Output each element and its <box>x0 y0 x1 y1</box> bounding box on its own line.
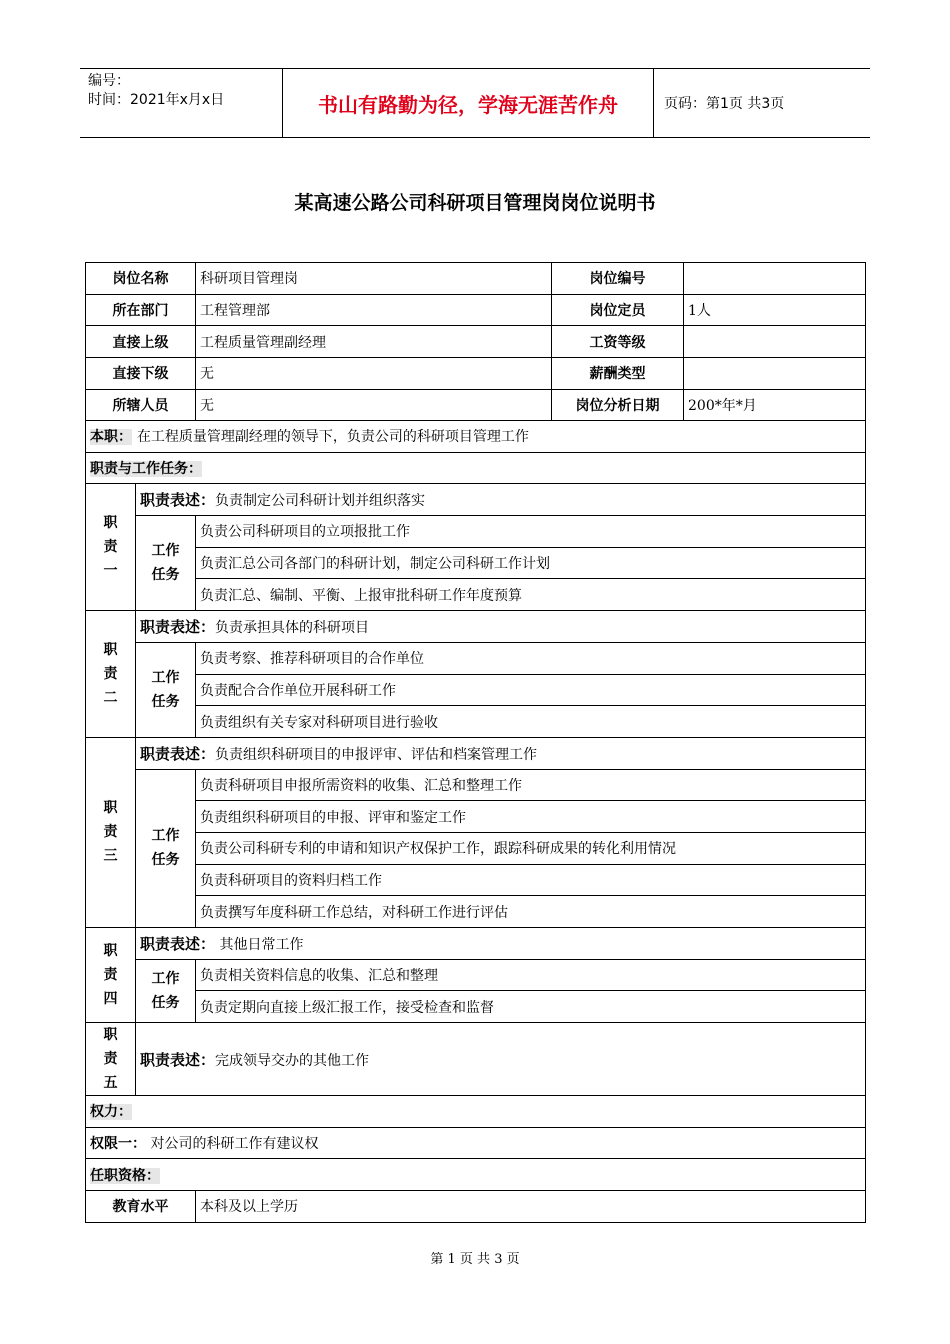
statement-label: 职责表述： <box>140 1050 216 1069</box>
task-row <box>86 769 866 801</box>
qualification-heading-row <box>86 1159 866 1191</box>
task-item: 负责汇总、编制、平衡、上报审批科研工作年度预算 <box>196 579 866 611</box>
task-item: 负责汇总公司各部门的科研计划，制定公司科研工作计划 <box>196 547 866 579</box>
statement-label: 职责表述： <box>140 491 216 510</box>
basic-info-table <box>85 262 866 421</box>
field-label: 直接下级 <box>86 358 196 390</box>
task-label: 工作 任务 <box>136 516 196 611</box>
task-item: 负责公司科研项目的立项报批工作 <box>196 516 866 548</box>
duty-statement-row <box>86 484 866 516</box>
field-label: 岗位分析日期 <box>552 389 684 421</box>
statement-text: 负责制定公司科研计划并组织落实 <box>215 493 426 510</box>
duty-statement <box>136 737 866 769</box>
education-label: 教育水平 <box>86 1191 196 1223</box>
authority-text: 对公司的科研工作有建议权 <box>146 1136 319 1153</box>
duty-statement <box>136 611 866 643</box>
duty-statement-row <box>86 1023 866 1096</box>
field-label: 直接上级 <box>86 326 196 358</box>
summary-row <box>86 421 866 453</box>
duties-table <box>85 420 866 1223</box>
task-item: 负责科研项目的资料归档工作 <box>196 864 866 896</box>
duty-name: 职 责 二 <box>86 611 136 738</box>
task-item: 负责科研项目申报所需资料的收集、汇总和整理工作 <box>196 769 866 801</box>
field-label: 所辖人员 <box>86 389 196 421</box>
task-row <box>86 801 866 833</box>
duty-statement-row <box>86 611 866 643</box>
statement-text: 负责组织科研项目的申报评审、评估和档案管理工作 <box>215 746 538 763</box>
field-label: 所在部门 <box>86 294 196 326</box>
statement-text: 其他日常工作 <box>215 936 304 953</box>
summary-label: 本职： <box>90 429 132 446</box>
duty-statement <box>136 1023 866 1096</box>
field-label: 岗位定员 <box>552 294 684 326</box>
number-label: 编号： <box>88 73 130 89</box>
field-value <box>684 358 866 390</box>
field-label: 岗位编号 <box>552 263 684 295</box>
task-label: 工作 任务 <box>136 642 196 737</box>
duty-name: 职 责 四 <box>86 928 136 1023</box>
page-header <box>80 68 870 138</box>
page-footer: 第 1 页 共 3 页 <box>430 1252 520 1267</box>
statement-label: 职责表述： <box>140 617 216 636</box>
field-value: 200*年*月 <box>684 389 866 421</box>
field-value: 无 <box>196 389 552 421</box>
task-row <box>86 674 866 706</box>
statement-text: 完成领导交办的其他工作 <box>215 1052 370 1069</box>
education-value: 本科及以上学历 <box>196 1191 866 1223</box>
task-item: 负责考察、推荐科研项目的合作单位 <box>196 642 866 674</box>
task-row <box>86 959 866 991</box>
task-row <box>86 832 866 864</box>
field-label: 岗位名称 <box>86 263 196 295</box>
field-value: 无 <box>196 358 552 390</box>
field-label: 工资等级 <box>552 326 684 358</box>
task-item: 负责组织有关专家对科研项目进行验收 <box>196 706 866 738</box>
task-item: 负责公司科研专利的申请和知识产权保护工作，跟踪科研成果的转化利用情况 <box>196 832 866 864</box>
task-label: 工作 任务 <box>136 769 196 927</box>
task-row <box>86 516 866 548</box>
duty-statement <box>136 928 866 960</box>
duty-name: 职 责 三 <box>86 737 136 927</box>
task-item: 负责配合合作单位开展科研工作 <box>196 674 866 706</box>
duties-heading-row <box>86 452 866 484</box>
duty-statement-row <box>86 928 866 960</box>
task-item: 负责相关资料信息的收集、汇总和整理 <box>196 959 866 991</box>
basic-info-row <box>86 326 866 358</box>
header-motto: 书山有路勤为径，学海无涯苦作舟 <box>282 69 654 137</box>
task-item: 负责定期向直接上级汇报工作，接受检查和监督 <box>196 991 866 1023</box>
duties-heading: 职责与工作任务： <box>90 461 202 478</box>
basic-info-row <box>86 263 866 295</box>
field-label: 薪酬类型 <box>552 358 684 390</box>
time-label: 时间：2021年x月x日 <box>88 92 225 108</box>
duty-statement-row <box>86 737 866 769</box>
field-value: 科研项目管理岗 <box>196 263 552 295</box>
field-value: 1人 <box>684 294 866 326</box>
header-page-info: 页码：第1页 共3页 <box>664 96 785 112</box>
statement-text: 负责承担具体的科研项目 <box>215 619 370 636</box>
field-value: 工程管理部 <box>196 294 552 326</box>
basic-info-row <box>86 389 866 421</box>
document-title: 某高速公路公司科研项目管理岗岗位说明书 <box>294 192 656 214</box>
task-row <box>86 547 866 579</box>
task-row <box>86 896 866 928</box>
task-row <box>86 642 866 674</box>
task-label: 工作 任务 <box>136 959 196 1022</box>
basic-info-row <box>86 294 866 326</box>
summary-text: 在工程质量管理副经理的领导下，负责公司的科研项目管理工作 <box>136 429 529 446</box>
qualification-heading: 任职资格： <box>90 1167 160 1184</box>
field-value <box>684 326 866 358</box>
header-left-cell <box>80 69 288 140</box>
field-value: 工程质量管理副经理 <box>196 326 552 358</box>
basic-info-row <box>86 358 866 390</box>
statement-label: 职责表述： <box>140 934 216 953</box>
authority-heading-row <box>86 1096 866 1128</box>
task-item: 负责组织科研项目的申报、评审和鉴定工作 <box>196 801 866 833</box>
authority-heading: 权力： <box>90 1104 132 1121</box>
field-value <box>684 263 866 295</box>
authority-row <box>86 1127 866 1159</box>
task-row <box>86 991 866 1023</box>
task-row <box>86 864 866 896</box>
duty-name: 职 责 一 <box>86 484 136 611</box>
duty-statement <box>136 484 866 516</box>
education-row <box>86 1191 866 1223</box>
task-row <box>86 579 866 611</box>
duty-name: 职 责 五 <box>86 1023 136 1096</box>
statement-label: 职责表述： <box>140 744 216 763</box>
task-row <box>86 706 866 738</box>
authority-label: 权限一： <box>90 1136 146 1153</box>
task-item: 负责撰写年度科研工作总结，对科研工作进行评估 <box>196 896 866 928</box>
